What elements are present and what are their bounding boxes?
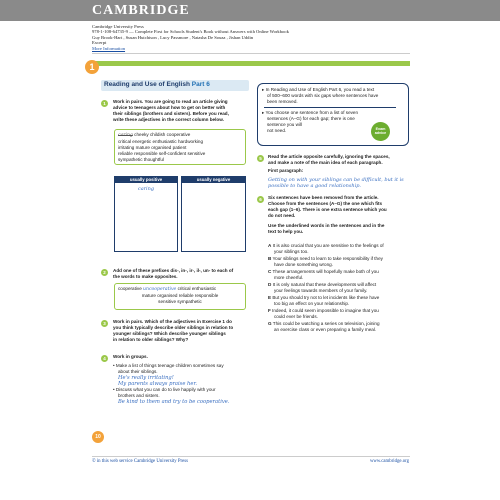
authors-line: Guy Brook-Hart , Susan Hutchison , Lucy Passmore , Natasha De Souza , Jishan Uddin	[92, 34, 254, 40]
instruction-line: in relation to older siblings? Why?	[113, 337, 189, 342]
handwritten-note: Be kind to them and try to be cooperative.	[118, 399, 230, 405]
more-information-link[interactable]: More Information	[92, 45, 126, 51]
instruction-line: their siblings (brothers and sisters). Before you read,	[113, 111, 229, 116]
sentence-text: Your siblings need to learn to take responsibility if they	[272, 256, 383, 261]
exercise-number: 1	[101, 100, 108, 107]
positive-column[interactable]	[114, 183, 178, 252]
info-line: of 500–600 words with six gaps where sentences have	[267, 93, 379, 98]
info-line: You choose one sentence from a list of seven	[265, 110, 359, 115]
exercise-4-title: Work in groups.	[113, 354, 148, 359]
info-divider	[264, 107, 396, 108]
website-link[interactable]: www.cambridge.org	[369, 459, 409, 464]
exercise-number: 5	[257, 155, 264, 162]
publisher-banner	[0, 0, 500, 21]
publisher-name: Cambridge University Press	[92, 24, 144, 29]
section-part: Part 6	[191, 81, 210, 88]
exercise-6-instructions	[268, 195, 410, 235]
page-number: 10	[92, 431, 104, 443]
footer-divider	[92, 456, 410, 457]
info-line: sentences (A–G) for each gap; there is one	[267, 116, 355, 121]
sentence-text: an exercise class or even preparing a family meal.	[274, 327, 377, 332]
handwritten-answer: uncooperative	[143, 287, 177, 292]
instruction-line: you think typically describe older siblings in relation to	[113, 325, 234, 330]
handwritten-note: Getting on with your siblings can be difficult, but it is	[268, 177, 404, 183]
sentence-letter: E	[268, 295, 272, 300]
sentence-text: It is only natural that these developments will affect	[272, 282, 377, 287]
info-paragraph: ▸ You choose one sentence from a list of seven sentences (A–G) for each gap; there is one sentence you will not need.	[262, 110, 402, 134]
instruction-line: each gap (1–6). There is one extra sentence which you	[268, 207, 387, 212]
sentence-text: your feelings towards members of your family.	[274, 288, 368, 293]
sentence-text: It is also crucial that you are sensitive to the feelings of	[272, 243, 384, 248]
bullet-text: Discuss what you can do to live happily with your	[115, 387, 216, 392]
instruction-line: Read the article opposite carefully, ignoring the spaces,	[268, 154, 390, 159]
instruction-line: Choose from the sentences (A–G) the one which fits	[268, 201, 383, 206]
copyright-link[interactable]: © in this web service Cambridge University Press	[92, 459, 188, 464]
sentence-text: This could be watching a series on television, joining	[272, 321, 380, 326]
instruction-line: younger siblings? Which describe younger siblings	[113, 331, 226, 336]
brand-logo: CAMBRIDGE	[92, 3, 190, 18]
exercise-number: 3	[101, 320, 108, 327]
instruction-line: Add one of these prefixes dis-, in-, ir-, il-, un- to each of	[113, 268, 234, 273]
isbn-line: 978-1-108-64735-9 — Complete First for Schools Student's Book without Answers with Online Workbook	[92, 29, 289, 35]
exercise-5-handwritten	[268, 177, 410, 189]
exercise-2-instructions	[113, 268, 255, 280]
sentence-text: more cheerful.	[274, 275, 304, 280]
word-line: critical energetic enthusiastic hardworking	[118, 139, 204, 144]
adjective-word-box	[114, 129, 246, 165]
word-line: sympathetic thoughtful	[118, 157, 164, 162]
sentence-text: But you should try not to let incidents like these have	[272, 295, 380, 300]
sentence-letter: A	[268, 243, 272, 248]
excerpt-label: Excerpt	[92, 40, 107, 46]
header-divider	[92, 53, 410, 54]
instruction-line: advice to teenagers about how to get on better with	[113, 105, 226, 110]
instruction-line: write these adjectives in the correct column below.	[113, 117, 224, 122]
negative-column[interactable]	[181, 183, 246, 252]
info-paragraph: ▸ In Reading and Use of English Part 6, you read a text of 500–600 words with six gaps where sentences have been removed.	[262, 87, 402, 105]
instruction-line: text to help you.	[268, 229, 304, 234]
exercise-number: 4	[101, 355, 108, 362]
instruction-line: Six sentences have been removed from the article.	[268, 195, 379, 200]
struck-word: cooperative	[118, 286, 142, 291]
handwritten-note: He's really irritating!	[118, 375, 174, 381]
handwritten-note: My parents always praise her.	[118, 381, 198, 387]
prefix-word-box	[114, 283, 246, 310]
instruction-line: Use the underlined words in the sentences and in the	[268, 223, 385, 228]
instruction-line: Work in pairs. Which of the adjectives in Exercise 1 do	[113, 319, 232, 324]
bullet-text: about their siblings.	[118, 369, 158, 374]
sentence-text: These arrangements will hopefully make both of you	[272, 269, 379, 274]
exercise-4-bullets: • Make a list of things teenage children sometimes say about their siblings. He's really irritating! My parents always praise her. • Discuss what you can do to live happily with your brothers and sisters. Be kind to them and try to be cooperative.	[113, 363, 255, 405]
word-line: reliable responsible self-confident sensitive	[118, 151, 206, 156]
word-line: cheeky childish cooperative	[134, 132, 191, 137]
bullet-text: Make a list of things teenage children sometimes say	[115, 363, 224, 368]
table-entry: caring	[137, 186, 155, 192]
exercise-number: 2	[101, 269, 108, 276]
sentence-text: Indeed, it could seem impossible to imagine that you	[272, 308, 379, 313]
sentence-text: could ever be friends.	[274, 314, 318, 319]
book-metadata	[92, 24, 289, 51]
sentence-letter: B	[268, 256, 272, 261]
unit-number: 1	[85, 60, 99, 74]
unit-strip	[92, 61, 410, 66]
struck-word: caring	[118, 133, 133, 138]
sentence-text: have done something wrong.	[274, 262, 333, 267]
exercise-3-instructions	[113, 319, 255, 343]
sentence-letter: G	[268, 321, 272, 326]
column-header-negative: usually negative	[181, 176, 246, 183]
sentence-list	[268, 243, 410, 334]
word-line: sensitive sympathetic	[158, 299, 202, 304]
bullet-text: brothers and sisters.	[118, 393, 160, 398]
adjective-table	[114, 176, 246, 252]
word-line: critical enthusiastic	[177, 286, 217, 291]
exercise-1-instructions	[113, 99, 253, 123]
exam-advice-badge: Exam advice	[371, 122, 390, 141]
section-title	[104, 81, 210, 88]
info-line: sentence you will	[267, 122, 302, 127]
word-line: irritating mature organised patient	[118, 145, 187, 150]
first-paragraph-label: First paragraph:	[268, 168, 304, 173]
section-title-text: Reading and Use of English	[104, 81, 190, 88]
info-line: not need.	[267, 128, 287, 133]
instruction-line: the words to make opposites.	[113, 274, 178, 279]
handwritten-note: possible to have a good relationship.	[268, 183, 361, 189]
instruction-line: do not need.	[268, 213, 296, 218]
sentence-letter: C	[268, 269, 272, 274]
column-header-positive: usually positive	[114, 176, 178, 183]
sentence-text: too big an effect on your relationship.	[274, 301, 350, 306]
instruction-line: and make a note of the main idea of each paragraph.	[268, 160, 383, 165]
info-line: In Reading and Use of English Part 6, you read a text	[265, 87, 375, 92]
word-line: mature organised reliable responsible	[141, 293, 219, 298]
exercise-number: 6	[257, 196, 264, 203]
sentence-text: your siblings too.	[274, 249, 309, 254]
sentence-letter: F	[268, 308, 271, 313]
instruction-line: Work in pairs. You are going to read an article giving	[113, 99, 228, 104]
sentence-letter: D	[268, 282, 272, 287]
info-line: been removed.	[267, 99, 298, 104]
exercise-5-instructions	[268, 154, 410, 174]
